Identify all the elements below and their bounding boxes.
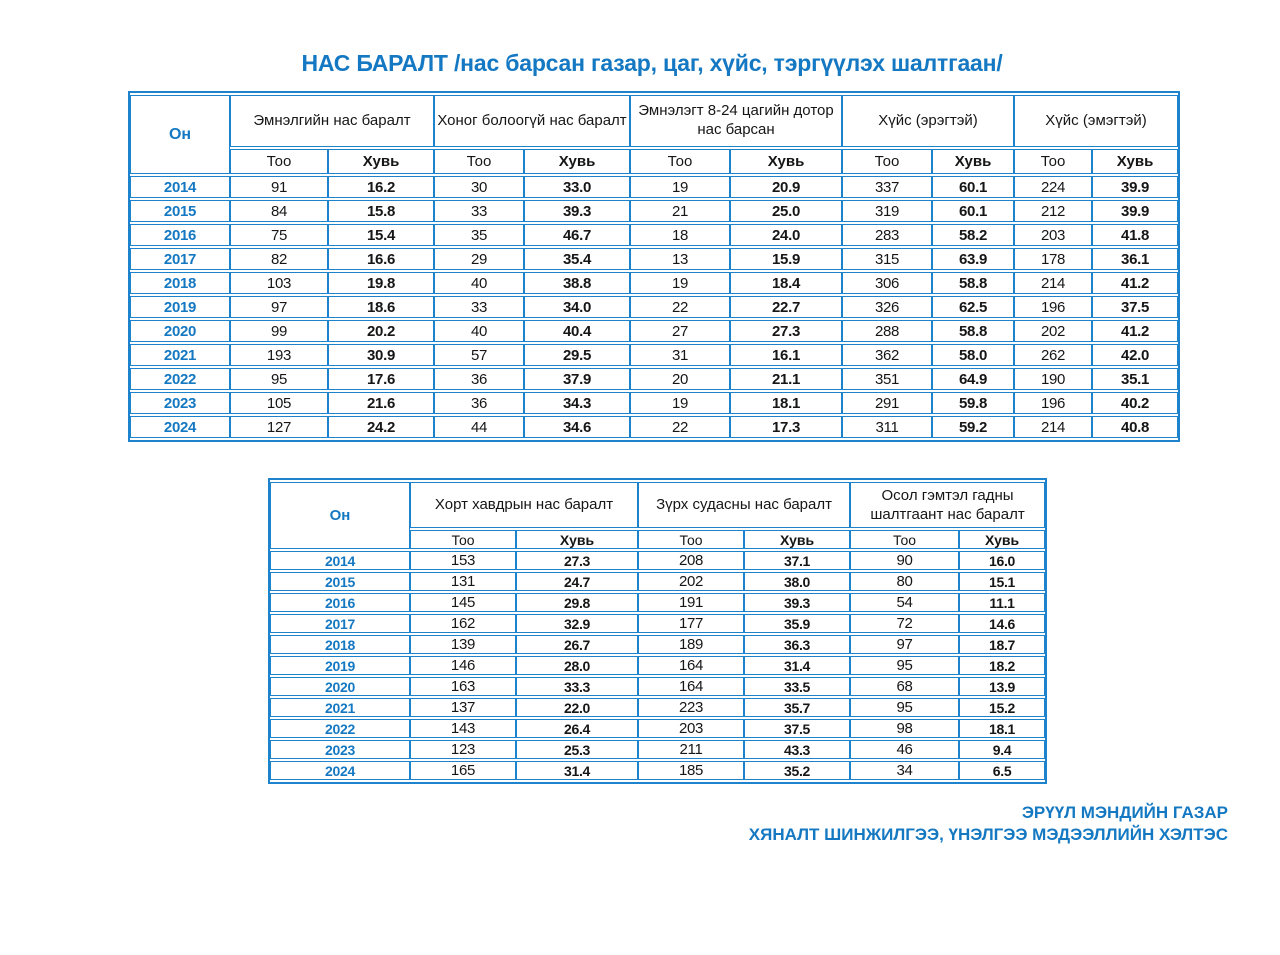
count-cell: 224 (1014, 176, 1092, 198)
year-cell: 2021 (270, 698, 410, 717)
year-cell: 2022 (270, 719, 410, 738)
document-footer (0, 802, 1280, 846)
count-cell: 153 (410, 551, 516, 570)
percent-subheader: Хувь (328, 149, 434, 174)
count-cell: 34 (850, 761, 959, 780)
percent-cell: 39.9 (1092, 176, 1178, 198)
count-cell: 143 (410, 719, 516, 738)
percent-cell: 15.2 (959, 698, 1045, 717)
year-cell: 2015 (130, 200, 230, 222)
count-cell: 311 (842, 416, 932, 438)
percent-cell: 62.5 (932, 296, 1014, 318)
count-cell: 30 (434, 176, 524, 198)
count-subheader: Тоо (842, 149, 932, 174)
percent-subheader: Хувь (932, 149, 1014, 174)
count-cell: 19 (630, 176, 730, 198)
count-cell: 163 (410, 677, 516, 696)
count-cell: 95 (850, 698, 959, 717)
count-cell: 95 (230, 368, 328, 390)
percent-cell: 15.4 (328, 224, 434, 246)
table2-group-header-row (270, 482, 1045, 528)
count-cell: 191 (638, 593, 744, 612)
count-cell: 223 (638, 698, 744, 717)
percent-cell: 17.3 (730, 416, 842, 438)
document-page (0, 50, 1280, 955)
table-row (130, 296, 1178, 318)
percent-cell: 58.0 (932, 344, 1014, 366)
count-cell: 131 (410, 572, 516, 591)
count-cell: 189 (638, 635, 744, 654)
percent-cell: 33.3 (516, 677, 638, 696)
table-row (130, 200, 1178, 222)
table2-body (270, 551, 1045, 780)
count-cell: 27 (630, 320, 730, 342)
percent-cell: 29.8 (516, 593, 638, 612)
percent-cell: 59.2 (932, 416, 1014, 438)
percent-cell: 20.2 (328, 320, 434, 342)
year-cell: 2016 (130, 224, 230, 246)
count-cell: 18 (630, 224, 730, 246)
percent-cell: 39.9 (1092, 200, 1178, 222)
percent-cell: 35.4 (524, 248, 630, 270)
group-header-sex-female: Хүйс (эмэгтэй) (1014, 95, 1178, 147)
percent-cell: 18.4 (730, 272, 842, 294)
percent-cell: 41.2 (1092, 320, 1178, 342)
table-row (270, 740, 1045, 759)
table1-group-header-row (130, 95, 1178, 147)
count-cell: 29 (434, 248, 524, 270)
percent-cell: 28.0 (516, 656, 638, 675)
count-cell: 35 (434, 224, 524, 246)
count-cell: 54 (850, 593, 959, 612)
count-cell: 31 (630, 344, 730, 366)
group-header-cardiovascular-deaths: Зүрх судасны нас баралт (638, 482, 850, 528)
percent-cell: 43.3 (744, 740, 850, 759)
count-cell: 211 (638, 740, 744, 759)
group-header-hospital-deaths: Эмнэлгийн нас баралт (230, 95, 434, 147)
percent-cell: 40.4 (524, 320, 630, 342)
count-cell: 164 (638, 656, 744, 675)
year-cell: 2020 (270, 677, 410, 696)
count-cell: 214 (1014, 272, 1092, 294)
count-cell: 19 (630, 392, 730, 414)
year-cell: 2014 (270, 551, 410, 570)
count-cell: 20 (630, 368, 730, 390)
count-cell: 196 (1014, 296, 1092, 318)
percent-cell: 58.2 (932, 224, 1014, 246)
count-cell: 208 (638, 551, 744, 570)
percent-cell: 15.9 (730, 248, 842, 270)
year-cell: 2023 (130, 392, 230, 414)
percent-cell: 25.3 (516, 740, 638, 759)
count-cell: 288 (842, 320, 932, 342)
percent-cell: 58.8 (932, 272, 1014, 294)
table-row (270, 656, 1045, 675)
year-cell: 2024 (130, 416, 230, 438)
count-cell: 99 (230, 320, 328, 342)
percent-cell: 36.3 (744, 635, 850, 654)
deaths-by-place-time-sex-table (128, 91, 1180, 442)
count-cell: 326 (842, 296, 932, 318)
count-cell: 19 (630, 272, 730, 294)
count-cell: 212 (1014, 200, 1092, 222)
count-cell: 123 (410, 740, 516, 759)
percent-subheader: Хувь (524, 149, 630, 174)
count-subheader: Тоо (410, 530, 516, 549)
percent-cell: 40.8 (1092, 416, 1178, 438)
year-cell: 2020 (130, 320, 230, 342)
percent-cell: 18.7 (959, 635, 1045, 654)
year-cell: 2019 (130, 296, 230, 318)
count-cell: 75 (230, 224, 328, 246)
count-cell: 40 (434, 272, 524, 294)
count-cell: 177 (638, 614, 744, 633)
count-cell: 164 (638, 677, 744, 696)
table-row (270, 593, 1045, 612)
percent-cell: 41.2 (1092, 272, 1178, 294)
percent-subheader: Хувь (516, 530, 638, 549)
count-cell: 33 (434, 296, 524, 318)
table-row (270, 719, 1045, 738)
count-cell: 306 (842, 272, 932, 294)
percent-cell: 31.4 (516, 761, 638, 780)
group-header-injury-external-cause-deaths: Осол гэмтэл гадны шалтгаант нас баралт (850, 482, 1045, 528)
table-row (130, 320, 1178, 342)
footer-department: ХЯНАЛТ ШИНЖИЛГЭЭ, ҮНЭЛГЭЭ МЭДЭЭЛЛИЙН ХЭЛТЭС (748, 825, 1228, 844)
percent-cell: 59.8 (932, 392, 1014, 414)
count-cell: 22 (630, 296, 730, 318)
count-cell: 57 (434, 344, 524, 366)
percent-cell: 21.1 (730, 368, 842, 390)
group-header-died-8-24h-in-hospital: Эмнэлэгт 8-24 цагийн дотор нас барсан (630, 95, 842, 147)
group-header-sex-male: Хүйс (эрэгтэй) (842, 95, 1014, 147)
table1-subheader-row (130, 149, 1178, 174)
table1-header (130, 95, 1178, 174)
year-cell: 2018 (270, 635, 410, 654)
percent-cell: 20.9 (730, 176, 842, 198)
percent-cell: 6.5 (959, 761, 1045, 780)
year-cell: 2021 (130, 344, 230, 366)
count-cell: 291 (842, 392, 932, 414)
count-cell: 283 (842, 224, 932, 246)
percent-cell: 22.0 (516, 698, 638, 717)
percent-cell: 32.9 (516, 614, 638, 633)
table-row (130, 416, 1178, 438)
percent-cell: 39.3 (744, 593, 850, 612)
count-cell: 44 (434, 416, 524, 438)
percent-cell: 37.1 (744, 551, 850, 570)
table-row (270, 551, 1045, 570)
percent-cell: 35.7 (744, 698, 850, 717)
percent-cell: 34.6 (524, 416, 630, 438)
count-cell: 262 (1014, 344, 1092, 366)
percent-cell: 26.4 (516, 719, 638, 738)
count-cell: 137 (410, 698, 516, 717)
count-cell: 165 (410, 761, 516, 780)
percent-cell: 13.9 (959, 677, 1045, 696)
percent-cell: 40.2 (1092, 392, 1178, 414)
count-cell: 146 (410, 656, 516, 675)
count-subheader: Тоо (638, 530, 744, 549)
percent-subheader: Хувь (730, 149, 842, 174)
percent-subheader: Хувь (959, 530, 1045, 549)
year-cell: 2019 (270, 656, 410, 675)
percent-cell: 16.2 (328, 176, 434, 198)
percent-cell: 37.5 (744, 719, 850, 738)
count-cell: 185 (638, 761, 744, 780)
footer-organization: ЭРҮҮЛ МЭНДИЙН ГАЗАР (1021, 803, 1228, 822)
count-subheader: Тоо (850, 530, 959, 549)
count-cell: 13 (630, 248, 730, 270)
count-cell: 80 (850, 572, 959, 591)
count-cell: 214 (1014, 416, 1092, 438)
table-row (270, 635, 1045, 654)
count-cell: 315 (842, 248, 932, 270)
table-row (130, 368, 1178, 390)
year-column-header: Он (270, 482, 410, 549)
percent-cell: 26.7 (516, 635, 638, 654)
percent-cell: 29.5 (524, 344, 630, 366)
percent-cell: 63.9 (932, 248, 1014, 270)
count-cell: 319 (842, 200, 932, 222)
count-cell: 127 (230, 416, 328, 438)
percent-cell: 19.8 (328, 272, 434, 294)
percent-cell: 39.3 (524, 200, 630, 222)
percent-cell: 64.9 (932, 368, 1014, 390)
year-cell: 2015 (270, 572, 410, 591)
percent-cell: 21.6 (328, 392, 434, 414)
count-cell: 82 (230, 248, 328, 270)
percent-cell: 18.6 (328, 296, 434, 318)
count-cell: 103 (230, 272, 328, 294)
percent-cell: 34.3 (524, 392, 630, 414)
count-cell: 22 (630, 416, 730, 438)
count-cell: 337 (842, 176, 932, 198)
table2-header (270, 482, 1045, 549)
year-cell: 2017 (270, 614, 410, 633)
percent-cell: 35.1 (1092, 368, 1178, 390)
percent-cell: 42.0 (1092, 344, 1178, 366)
count-subheader: Тоо (1014, 149, 1092, 174)
percent-cell: 30.9 (328, 344, 434, 366)
year-cell: 2014 (130, 176, 230, 198)
count-cell: 90 (850, 551, 959, 570)
count-cell: 21 (630, 200, 730, 222)
count-cell: 36 (434, 368, 524, 390)
count-cell: 203 (1014, 224, 1092, 246)
page-title: НАС БАРАЛТ /нас барсан газар, цаг, хүйс, тэргүүлэх шалтгаан/ (301, 50, 1003, 76)
table-row (130, 344, 1178, 366)
percent-cell: 9.4 (959, 740, 1045, 759)
group-header-within-one-day-deaths: Хоног болоогүй нас баралт (434, 95, 630, 147)
percent-cell: 31.4 (744, 656, 850, 675)
percent-cell: 24.2 (328, 416, 434, 438)
count-cell: 84 (230, 200, 328, 222)
percent-cell: 38.0 (744, 572, 850, 591)
count-cell: 98 (850, 719, 959, 738)
table-row (130, 224, 1178, 246)
table-row (270, 614, 1045, 633)
count-cell: 105 (230, 392, 328, 414)
count-cell: 68 (850, 677, 959, 696)
count-cell: 203 (638, 719, 744, 738)
percent-cell: 14.6 (959, 614, 1045, 633)
percent-cell: 36.1 (1092, 248, 1178, 270)
percent-cell: 33.0 (524, 176, 630, 198)
count-cell: 202 (1014, 320, 1092, 342)
count-cell: 202 (638, 572, 744, 591)
percent-subheader: Хувь (744, 530, 850, 549)
percent-cell: 58.8 (932, 320, 1014, 342)
count-cell: 139 (410, 635, 516, 654)
table-row (130, 176, 1178, 198)
percent-cell: 18.1 (730, 392, 842, 414)
count-cell: 95 (850, 656, 959, 675)
year-cell: 2017 (130, 248, 230, 270)
count-cell: 196 (1014, 392, 1092, 414)
count-cell: 46 (850, 740, 959, 759)
count-cell: 33 (434, 200, 524, 222)
count-cell: 351 (842, 368, 932, 390)
table-row (270, 761, 1045, 780)
percent-cell: 37.9 (524, 368, 630, 390)
count-cell: 193 (230, 344, 328, 366)
count-subheader: Тоо (434, 149, 524, 174)
table-row (130, 248, 1178, 270)
table-row (130, 272, 1178, 294)
year-cell: 2022 (130, 368, 230, 390)
group-header-cancer-deaths: Хорт хавдрын нас баралт (410, 482, 638, 528)
percent-cell: 16.1 (730, 344, 842, 366)
count-cell: 162 (410, 614, 516, 633)
year-cell: 2016 (270, 593, 410, 612)
table-row (270, 572, 1045, 591)
percent-cell: 16.6 (328, 248, 434, 270)
percent-cell: 33.5 (744, 677, 850, 696)
percent-cell: 24.7 (516, 572, 638, 591)
year-cell: 2023 (270, 740, 410, 759)
percent-cell: 41.8 (1092, 224, 1178, 246)
count-cell: 36 (434, 392, 524, 414)
percent-cell: 38.8 (524, 272, 630, 294)
percent-cell: 17.6 (328, 368, 434, 390)
year-column-header: Он (130, 95, 230, 174)
count-cell: 178 (1014, 248, 1092, 270)
percent-cell: 35.9 (744, 614, 850, 633)
percent-cell: 35.2 (744, 761, 850, 780)
percent-cell: 27.3 (516, 551, 638, 570)
deaths-by-leading-cause-table (268, 478, 1047, 784)
percent-cell: 60.1 (932, 176, 1014, 198)
percent-cell: 18.2 (959, 656, 1045, 675)
count-cell: 97 (230, 296, 328, 318)
percent-cell: 11.1 (959, 593, 1045, 612)
percent-cell: 27.3 (730, 320, 842, 342)
percent-subheader: Хувь (1092, 149, 1178, 174)
percent-cell: 34.0 (524, 296, 630, 318)
percent-cell: 15.1 (959, 572, 1045, 591)
percent-cell: 60.1 (932, 200, 1014, 222)
table-row (270, 677, 1045, 696)
table-row (130, 392, 1178, 414)
percent-cell: 18.1 (959, 719, 1045, 738)
table-row (270, 698, 1045, 717)
count-subheader: Тоо (630, 149, 730, 174)
count-subheader: Тоо (230, 149, 328, 174)
percent-cell: 22.7 (730, 296, 842, 318)
percent-cell: 15.8 (328, 200, 434, 222)
count-cell: 97 (850, 635, 959, 654)
year-cell: 2024 (270, 761, 410, 780)
count-cell: 362 (842, 344, 932, 366)
percent-cell: 25.0 (730, 200, 842, 222)
count-cell: 40 (434, 320, 524, 342)
percent-cell: 46.7 (524, 224, 630, 246)
percent-cell: 24.0 (730, 224, 842, 246)
count-cell: 145 (410, 593, 516, 612)
table1-body (130, 176, 1178, 438)
count-cell: 72 (850, 614, 959, 633)
percent-cell: 16.0 (959, 551, 1045, 570)
count-cell: 91 (230, 176, 328, 198)
percent-cell: 37.5 (1092, 296, 1178, 318)
year-cell: 2018 (130, 272, 230, 294)
count-cell: 190 (1014, 368, 1092, 390)
